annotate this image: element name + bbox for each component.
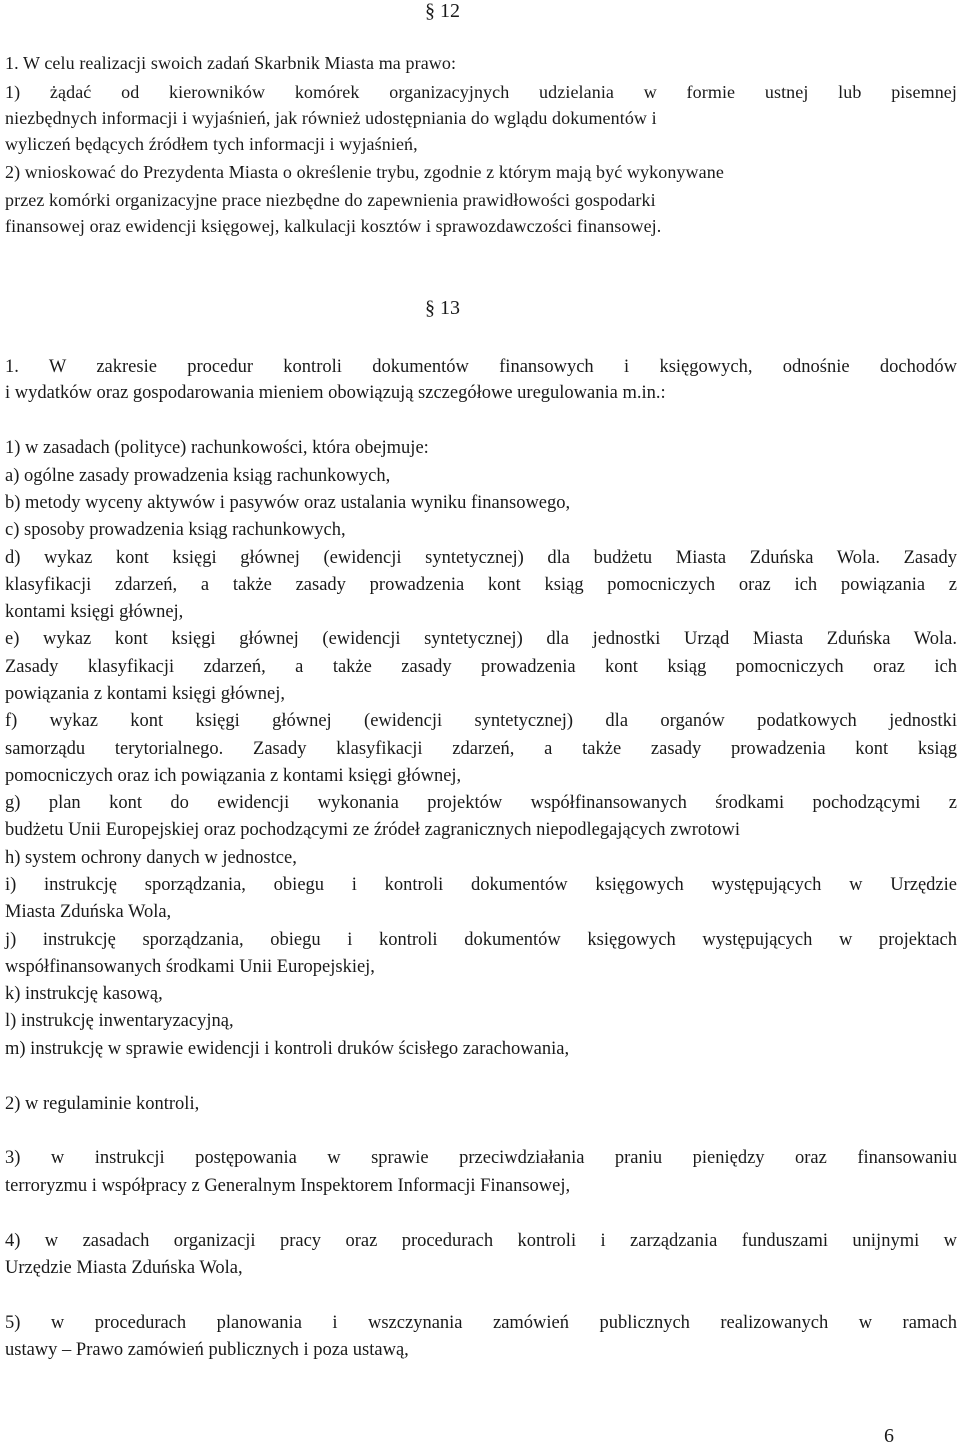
section-12-heading: § 12 bbox=[425, 0, 460, 22]
section-12-line: wyliczeń będących źródłem tych informacji i wyjaśnień, bbox=[5, 134, 418, 154]
section-13-line: 4) w zasadach organizacji pracy oraz procedurach kontroli i zarządzania funduszami unijnymi w bbox=[5, 1231, 957, 1251]
page-number: 6 bbox=[884, 1425, 894, 1447]
section-13-line: Miasta Zduńska Wola, bbox=[5, 902, 172, 922]
section-13-line: i) instrukcję sporządzania, obiegu i kontroli dokumentów księgowych występujących w Urzędzie bbox=[5, 875, 957, 895]
section-13-line: terroryzmu i współpracy z Generalnym Inspektorem Informacji Finansowej, bbox=[5, 1176, 571, 1196]
section-13-line: pomocniczych oraz ich powiązania z kontami księgi głównej, bbox=[5, 766, 462, 786]
section-12-line: 1) żądać od kierowników komórek organizacyjnych udzielania w formie ustnej lub pisemnej bbox=[5, 82, 957, 102]
section-13-line: kontami księgi głównej, bbox=[5, 602, 184, 622]
section-12-line: niezbędnych informacji i wyjaśnień, jak również udostępniania do wglądu dokumentów i bbox=[5, 108, 657, 128]
section-13-line: współfinansowanych środkami Unii Europejskiej, bbox=[5, 957, 375, 977]
section-13-line: g) plan kont do ewidencji wykonania projektów współfinansowanych środkami pochodzącymi z bbox=[5, 793, 957, 813]
section-13-line: f) wykaz kont księgi głównej (ewidencji syntetycznej) dla organów podatkowych jednostki bbox=[5, 711, 957, 731]
section-13-line: j) instrukcję sporządzania, obiegu i kontroli dokumentów księgowych występujących w projektach bbox=[5, 930, 957, 950]
section-13-line: b) metody wyceny aktywów i pasywów oraz ustalania wyniku finansowego, bbox=[5, 493, 571, 513]
section-13-intro-line: i wydatków oraz gospodarowania mieniem obowiązują szczegółowe uregulowania m.in.: bbox=[5, 383, 666, 403]
section-13-line: Zasady klasyfikacji zdarzeń, a także zasady prowadzenia kont ksiąg pomocniczych oraz ich bbox=[5, 657, 957, 677]
section-13-line: l) instrukcję inwentaryzacyjną, bbox=[5, 1011, 234, 1031]
section-13-line: 1) w zasadach (polityce) rachunkowości, która obejmuje: bbox=[5, 438, 429, 458]
section-13-line: ustawy – Prawo zamówień publicznych i poza ustawą, bbox=[5, 1340, 409, 1360]
section-13-line: 5) w procedurach planowania i wszczynania zamówień publicznych realizowanych w ramach bbox=[5, 1313, 957, 1333]
section-13-line: powiązania z kontami księgi głównej, bbox=[5, 684, 285, 704]
section-13-line: klasyfikacji zdarzeń, a także zasady prowadzenia kont ksiąg pomocniczych oraz ich powiązania z bbox=[5, 575, 957, 595]
section-13-line: h) system ochrony danych w jednostce, bbox=[5, 848, 297, 868]
section-13-line: Urzędzie Miasta Zduńska Wola, bbox=[5, 1258, 243, 1278]
section-13-line: k) instrukcję kasową, bbox=[5, 984, 163, 1004]
section-13-line: e) wykaz kont księgi głównej (ewidencji syntetycznej) dla jednostki Urząd Miasta Zduńska Wola. bbox=[5, 629, 957, 649]
section-13-line: m) instrukcję w sprawie ewidencji i kontroli druków ścisłego zarachowania, bbox=[5, 1039, 570, 1059]
section-12-line: finansowej oraz ewidencji księgowej, kalkulacji kosztów i sprawozdawczości finansowej. bbox=[5, 216, 662, 236]
section-13-line: 3) w instrukcji postępowania w sprawie przeciwdziałania praniu pieniędzy oraz finansowaniu bbox=[5, 1148, 957, 1168]
section-12-line: 2) wnioskować do Prezydenta Miasta o określenie trybu, zgodnie z którym mają być wykonywane bbox=[5, 162, 724, 182]
section-13-line: samorządu terytorialnego. Zasady klasyfikacji zdarzeń, a także zasady prowadzenia kont ksiąg bbox=[5, 739, 957, 759]
section-13-line: c) sposoby prowadzenia ksiąg rachunkowych, bbox=[5, 520, 346, 540]
section-13-line: a) ogólne zasady prowadzenia ksiąg rachunkowych, bbox=[5, 466, 391, 486]
section-13-intro-line: 1. W zakresie procedur kontroli dokumentów finansowych i księgowych, odnośnie dochodów bbox=[5, 357, 957, 377]
section-13-line: 2) w regulaminie kontroli, bbox=[5, 1094, 200, 1114]
section-12-line: 1. W celu realizacji swoich zadań Skarbnik Miasta ma prawo: bbox=[5, 53, 457, 73]
section-13-line: d) wykaz kont księgi głównej (ewidencji syntetycznej) dla budżetu Miasta Zduńska Wola. Zasady bbox=[5, 548, 957, 568]
section-12-line: przez komórki organizacyjne prace niezbędne do zapewnienia prawidłowości gospodarki bbox=[5, 190, 656, 210]
section-13-heading: § 13 bbox=[425, 297, 460, 319]
section-13-line: budżetu Unii Europejskiej oraz pochodzącymi ze źródeł zagranicznych niepodlegających zwrotowi bbox=[5, 820, 741, 840]
